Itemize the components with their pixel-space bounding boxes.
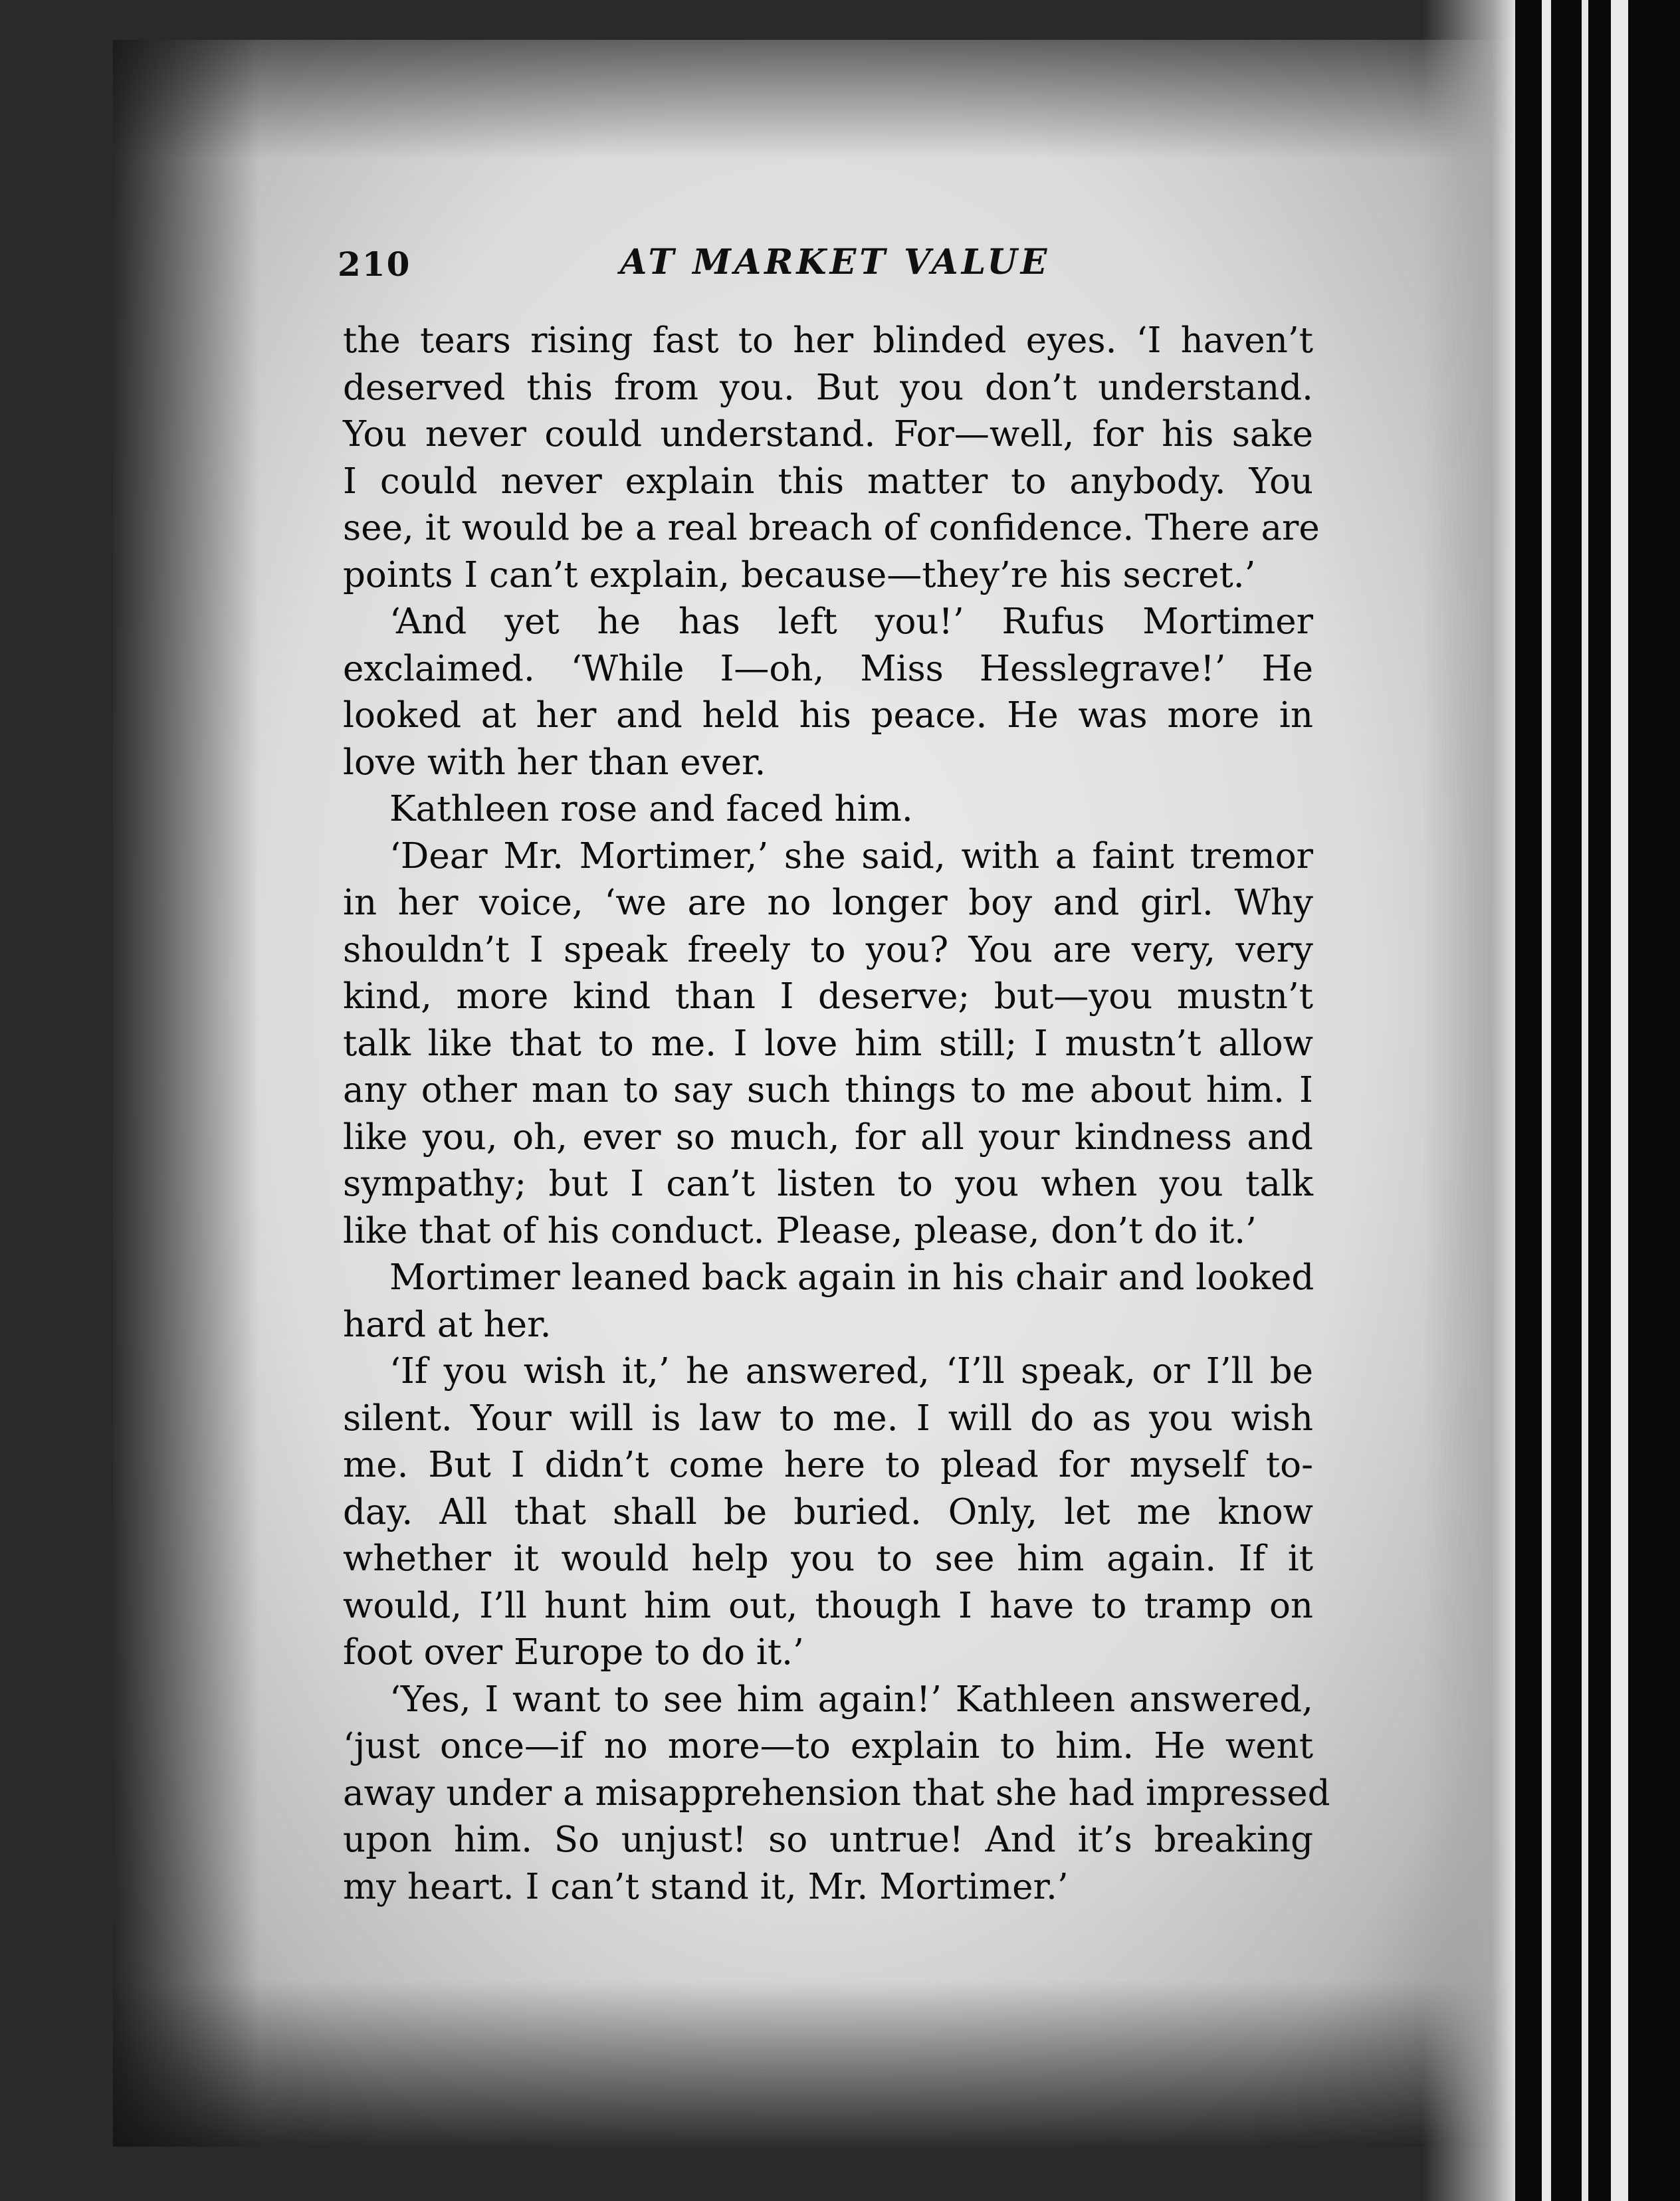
text-line: like you, oh, ever so much, for all your kindness and [343,1116,1313,1158]
text-line: deserved this from you. But you don’t understand. [343,367,1313,408]
text-line: hard at her. [343,1304,552,1345]
text-line: ‘Dear Mr. Mortimer,’ she said, with a faint tremor [389,835,1313,877]
binding-edge-3 [1551,0,1582,2201]
text-line: any other man to say such things to me about him. I [343,1070,1313,1110]
text-line: I could never explain this matter to anybody. You [343,461,1313,502]
text-line: ‘And yet he has left you!’ Rufus Mortimer [389,601,1313,642]
binding-edge-4 [1582,0,1588,2201]
text-line: ‘If you wish it,’ he answered, ‘I’ll speak, or I’ll be [389,1351,1313,1392]
text-line: me. But I didn’t come here to plead for myself to- [343,1445,1313,1485]
binding-edge-5 [1588,0,1611,2201]
text-line: silent. Your will is law to me. I will do as you wish [343,1398,1313,1439]
text-line: upon him. So unjust! so untrue! And it’s breaking [343,1820,1313,1860]
text-line: day. All that shall be buried. Only, let me know [343,1491,1313,1532]
bottom-shadow [113,1980,1515,2147]
text-line: talk like that to me. I love him still; I mustn’t allow [343,1023,1313,1064]
text-line: see, it would be a real breach of confidence. There are [343,508,1320,548]
page-number: 210 [338,245,411,284]
text-line: love with her than ever. [343,742,766,783]
text-line: the tears rising fast to her blinded eyes. ‘I haven’t [343,320,1313,361]
page-header [338,242,1334,291]
text-line: kind, more kind than I deserve; but—you mustn’t [343,976,1313,1017]
left-shadow [113,40,259,2147]
text-line: my heart. I can’t stand it, Mr. Mortimer.’ [343,1866,1069,1907]
text-line: whether it would help you to see him again. If it [343,1538,1313,1579]
text-line: sympathy; but I can’t listen to you when you talk [343,1164,1313,1204]
text-line: ‘just once—if no more—to explain to him. He went [343,1726,1313,1766]
binding-edge-7 [1628,0,1680,2201]
text-line: like that of his conduct. Please, please, don’t do it.’ [343,1210,1257,1251]
text-line: Kathleen rose and faced him. [389,789,913,829]
torn-page-edge [1422,0,1522,2201]
binding-edge-6 [1611,0,1628,2201]
text-line: would, I’ll hunt him out, though I have to tramp on [343,1585,1313,1626]
text-line: Mortimer leaned back again in his chair and looked [389,1257,1314,1298]
text-line: points I can’t explain, because—they’re his secret.’ [343,554,1256,595]
text-line: away under a misapprehension that she had impressed [343,1772,1330,1814]
running-head: AT MARKET VALUE [620,242,1051,282]
binding-edge-1 [1515,0,1542,2201]
text-line: shouldn’t I speak freely to you? You are very, very [343,929,1313,970]
text-line: You never could understand. For—well, for his sake [343,414,1313,455]
text-line: foot over Europe to do it.’ [343,1632,804,1673]
binding-edge-2 [1542,0,1551,2201]
top-shadow [113,40,1515,159]
text-line: in her voice, ‘we are no longer boy and girl. Why [343,883,1313,923]
body-text [343,318,1330,1911]
text-line: exclaimed. ‘While I—oh, Miss Hesslegrave!’ He [343,648,1313,689]
text-line: looked at her and held his peace. He was more in [343,695,1313,736]
text-line: ‘Yes, I want to see him again!’ Kathleen answered, [389,1679,1313,1720]
